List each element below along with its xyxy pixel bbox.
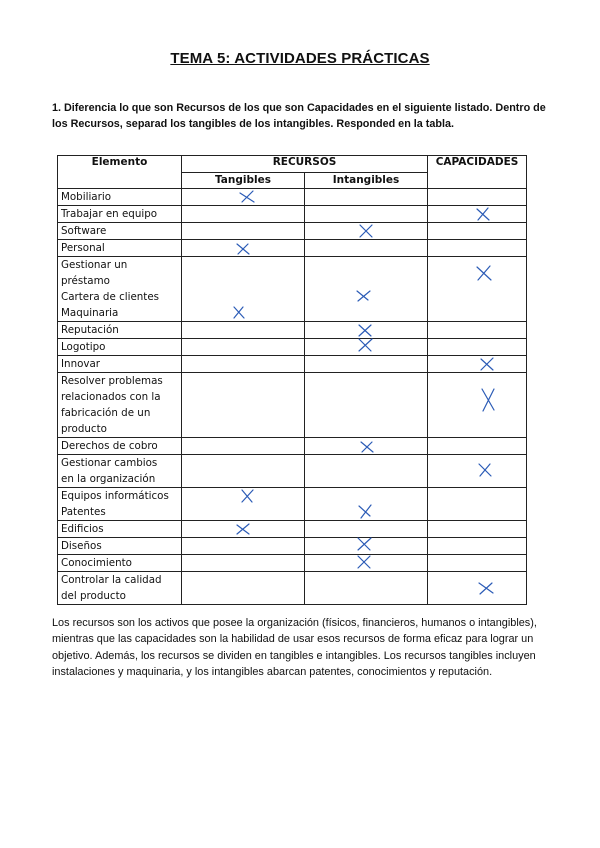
capacidades-cell bbox=[428, 339, 527, 356]
tangibles-cell bbox=[182, 240, 305, 257]
capacidades-cell bbox=[428, 206, 527, 223]
element-cell: Reputación bbox=[58, 322, 182, 339]
element-cell bbox=[58, 572, 182, 605]
check-mark-icon bbox=[238, 189, 256, 205]
capacidades-cell bbox=[428, 356, 527, 373]
check-mark-icon bbox=[478, 356, 496, 372]
check-mark-icon bbox=[355, 554, 373, 570]
table-row bbox=[58, 438, 527, 455]
intangibles-cell bbox=[305, 339, 428, 356]
answer-paragraph: Los recursos son los activos que posee la organización (físicos, financieros, humanos o intangibles), mientras que las capacidades son la habilidad de usar esos recursos de forma eficaz para lograr un objetivo. Además, los recursos se dividen en tangibles e intangibles. Los recursos tangibles incluyen instalaciones y maquinaria, y los intangibles abarcan patentes, conocimientos y reputación. bbox=[52, 617, 537, 678]
check-mark-icon bbox=[354, 287, 372, 303]
tangibles-cell bbox=[182, 438, 305, 455]
check-mark-icon bbox=[476, 580, 496, 596]
intangibles-cell bbox=[305, 189, 428, 206]
intangibles-cell bbox=[305, 373, 428, 438]
table-row bbox=[58, 189, 527, 206]
element-line: Gestionar un bbox=[61, 259, 128, 271]
table-row bbox=[58, 455, 527, 488]
tangibles-cell bbox=[182, 373, 305, 438]
intangibles-cell bbox=[305, 488, 428, 521]
table-row bbox=[58, 339, 527, 356]
table-row bbox=[58, 521, 527, 538]
table-row bbox=[58, 223, 527, 240]
element-cell: Personal bbox=[58, 240, 182, 257]
capacidades-cell bbox=[428, 521, 527, 538]
question-text: 1. Diferencia lo que son Recursos de los que son Capacidades en el siguiente listado. Dentro de los Recursos, separad los tangibles de los intangibles. Responded en la tabla. bbox=[52, 102, 546, 130]
check-mark-icon bbox=[356, 503, 374, 519]
tangibles-cell bbox=[182, 339, 305, 356]
check-mark-icon bbox=[478, 387, 498, 413]
tangibles-cell bbox=[182, 322, 305, 339]
tangibles-cell bbox=[182, 223, 305, 240]
table-row bbox=[58, 488, 527, 521]
element-cell: Conocimiento bbox=[58, 555, 182, 572]
capacidades-cell bbox=[428, 257, 527, 322]
capacidades-cell bbox=[428, 555, 527, 572]
intangibles-cell bbox=[305, 455, 428, 488]
check-mark-icon bbox=[356, 337, 374, 353]
check-mark-icon bbox=[476, 462, 494, 478]
element-line: Controlar la calidad bbox=[61, 574, 162, 586]
table-row bbox=[58, 322, 527, 339]
table-row bbox=[58, 206, 527, 223]
element-line: Gestionar cambios bbox=[61, 457, 158, 469]
intangibles-cell bbox=[305, 257, 428, 322]
element-line: del producto bbox=[61, 590, 126, 602]
tangibles-cell bbox=[182, 572, 305, 605]
check-mark-icon bbox=[238, 488, 256, 504]
capacidades-cell bbox=[428, 322, 527, 339]
tangibles-cell bbox=[182, 555, 305, 572]
table-row bbox=[58, 257, 527, 322]
check-mark-icon bbox=[230, 304, 248, 320]
element-line: producto bbox=[61, 423, 107, 435]
intangibles-cell bbox=[305, 206, 428, 223]
element-line: Patentes bbox=[61, 506, 106, 518]
intangibles-cell bbox=[305, 322, 428, 339]
intangibles-cell bbox=[305, 555, 428, 572]
tangibles-cell bbox=[182, 521, 305, 538]
page-title: TEMA 5: ACTIVIDADES PRÁCTICAS bbox=[170, 50, 430, 67]
header-capacidades: CAPACIDADES bbox=[428, 156, 527, 189]
table-row bbox=[58, 240, 527, 257]
table-row bbox=[58, 356, 527, 373]
capacidades-cell bbox=[428, 189, 527, 206]
element-cell bbox=[58, 455, 182, 488]
table-row bbox=[58, 373, 527, 438]
element-cell: Software bbox=[58, 223, 182, 240]
capacidades-cell bbox=[428, 538, 527, 555]
element-line: Cartera de clientes bbox=[61, 291, 160, 303]
element-line: relacionados con la bbox=[61, 391, 161, 403]
header-recursos: RECURSOS bbox=[182, 156, 428, 173]
element-cell: Edificios bbox=[58, 521, 182, 538]
element-cell: Trabajar en equipo bbox=[58, 206, 182, 223]
tangibles-cell bbox=[182, 488, 305, 521]
tangibles-cell bbox=[182, 356, 305, 373]
intangibles-cell bbox=[305, 572, 428, 605]
element-line: préstamo bbox=[61, 275, 110, 287]
header-intangibles: Intangibles bbox=[305, 173, 428, 189]
intangibles-cell bbox=[305, 438, 428, 455]
capacidades-cell bbox=[428, 455, 527, 488]
tangibles-cell bbox=[182, 257, 305, 322]
check-mark-icon bbox=[356, 322, 374, 338]
capacidades-cell bbox=[428, 373, 527, 438]
intangibles-cell bbox=[305, 521, 428, 538]
element-line: en la organización bbox=[61, 473, 156, 485]
element-cell bbox=[58, 257, 182, 322]
capacidades-cell bbox=[428, 572, 527, 605]
element-cell: Mobiliario bbox=[58, 189, 182, 206]
resources-table bbox=[57, 155, 527, 605]
element-line: Resolver problemas bbox=[61, 375, 163, 387]
intangibles-cell bbox=[305, 538, 428, 555]
intangibles-cell bbox=[305, 240, 428, 257]
tangibles-cell bbox=[182, 206, 305, 223]
check-mark-icon bbox=[357, 223, 375, 239]
element-line: fabricación de un bbox=[61, 407, 151, 419]
capacidades-cell bbox=[428, 438, 527, 455]
table-row bbox=[58, 555, 527, 572]
element-cell: Logotipo bbox=[58, 339, 182, 356]
tangibles-cell bbox=[182, 189, 305, 206]
capacidades-cell bbox=[428, 240, 527, 257]
table-row bbox=[58, 538, 527, 555]
intangibles-cell bbox=[305, 356, 428, 373]
header-elemento: Elemento bbox=[58, 156, 182, 189]
intangibles-cell bbox=[305, 223, 428, 240]
check-mark-icon bbox=[355, 536, 373, 552]
element-cell bbox=[58, 373, 182, 438]
element-cell bbox=[58, 488, 182, 521]
check-mark-icon bbox=[474, 206, 492, 222]
table-row bbox=[58, 572, 527, 605]
check-mark-icon bbox=[234, 521, 252, 537]
tangibles-cell bbox=[182, 538, 305, 555]
capacidades-cell bbox=[428, 223, 527, 240]
header-tangibles: Tangibles bbox=[182, 173, 305, 189]
check-mark-icon bbox=[474, 264, 494, 282]
check-mark-icon bbox=[234, 240, 252, 256]
check-mark-icon bbox=[358, 438, 376, 454]
element-cell: Derechos de cobro bbox=[58, 438, 182, 455]
element-cell: Innovar bbox=[58, 356, 182, 373]
element-line: Equipos informáticos bbox=[61, 490, 169, 502]
capacidades-cell bbox=[428, 488, 527, 521]
element-line: Maquinaria bbox=[61, 307, 119, 319]
element-cell: Diseños bbox=[58, 538, 182, 555]
tangibles-cell bbox=[182, 455, 305, 488]
